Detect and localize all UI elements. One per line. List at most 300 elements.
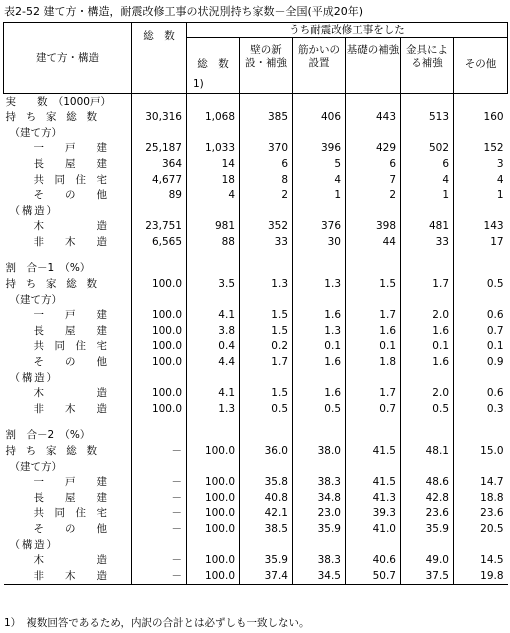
table-cell: 0.6 [454, 308, 508, 324]
row-label-char: 共 [33, 173, 44, 186]
row-label-char: （ [9, 538, 20, 551]
row-label-char: 建 [96, 142, 107, 155]
table-cell: 23.0 [293, 506, 346, 522]
col-header-label: 筋かいの設置 [298, 44, 340, 69]
table-cell: 160 [454, 110, 508, 126]
row-label-char: （ [9, 293, 20, 306]
table-cell [293, 370, 346, 386]
table-cell: 30 [293, 234, 346, 250]
table-cell: 1.6 [293, 355, 346, 371]
row-label-char: 造 [96, 569, 107, 582]
table-cell: 1 [293, 188, 346, 204]
row-label-char: 宅 [96, 173, 107, 186]
col-header [240, 38, 293, 94]
table-cell [401, 125, 454, 141]
row-label [4, 506, 132, 522]
table-cell: 8 [240, 172, 293, 188]
table-cell [293, 125, 346, 141]
table-cell [240, 537, 293, 553]
row-label-char: 屋 [65, 157, 76, 170]
table-row [4, 443, 508, 459]
table-cell: 100.0 [132, 339, 187, 355]
table-cell: 1.8 [346, 355, 401, 371]
table-cell [454, 125, 508, 141]
table-cell: 370 [240, 141, 293, 157]
table-cell: 18 [187, 172, 240, 188]
table-cell: 3.8 [187, 323, 240, 339]
table-cell: 0.1 [346, 339, 401, 355]
row-label-char: 木 [65, 235, 76, 248]
table-cell: 2.0 [401, 386, 454, 402]
table-cell: 6 [346, 156, 401, 172]
table-cell: 44 [346, 234, 401, 250]
table-row [4, 553, 508, 569]
table-row [4, 506, 508, 522]
table-row [4, 521, 508, 537]
row-label-char: 屋 [65, 324, 76, 337]
row-label-char: 持 [5, 111, 16, 124]
row-label-char: 長 [33, 491, 44, 504]
table-cell: 41.5 [346, 443, 401, 459]
row-label-char: 構 [21, 538, 33, 551]
row-label [4, 234, 132, 250]
data-table [3, 22, 508, 585]
table-cell: 0.3 [454, 401, 508, 417]
row-label-char: 数 [86, 278, 97, 291]
table-cell: 100.0 [187, 443, 240, 459]
row-label-char: 構 [21, 204, 33, 217]
row-label-char: 方 [41, 126, 52, 139]
row-label [4, 292, 132, 308]
total-header: 総 数 [132, 23, 187, 94]
table-cell: 398 [346, 219, 401, 235]
table-cell [293, 203, 346, 219]
table-cell: 1 [401, 188, 454, 204]
row-label-char: 一 [33, 476, 44, 489]
table-cell: 100.0 [187, 553, 240, 569]
row-label-char: 造 [96, 220, 107, 233]
table-cell: 0.9 [454, 355, 508, 371]
sub-total-header [187, 38, 240, 94]
table-cell [187, 370, 240, 386]
row-label-char: 総 [66, 278, 77, 291]
table-cell [346, 370, 401, 386]
row-label [4, 323, 132, 339]
group-header: うち耐震改修工事をした [187, 23, 508, 38]
table-cell: 33 [401, 234, 454, 250]
table-cell: 5 [293, 156, 346, 172]
table-cell: － [132, 475, 187, 491]
table-row [4, 141, 508, 157]
table-cell [454, 203, 508, 219]
row-label-char: 方 [41, 293, 52, 306]
table-cell: 18.8 [454, 490, 508, 506]
section-heading: 実 数 （1000戸） [4, 94, 132, 110]
row-label-char: の [65, 356, 76, 369]
table-cell: － [132, 506, 187, 522]
table-cell: 100.0 [187, 506, 240, 522]
row-label-char: ） [46, 204, 57, 217]
table-cell: 0.2 [240, 339, 293, 355]
row-label-char: 長 [33, 324, 44, 337]
table-cell: 34.5 [293, 568, 346, 584]
col-header-label: 基礎の補強 [346, 44, 400, 56]
table-row [4, 308, 508, 324]
table-cell [187, 292, 240, 308]
table-cell: 1,068 [187, 110, 240, 126]
row-label-char: 同 [54, 173, 65, 186]
table-row [4, 219, 508, 235]
table-cell: － [132, 553, 187, 569]
table-cell: 6,565 [132, 234, 187, 250]
row-label-char: （ [9, 460, 20, 473]
table-cell [240, 459, 293, 475]
row-label [4, 370, 132, 386]
table-cell [346, 203, 401, 219]
table-cell: 35.9 [293, 521, 346, 537]
section-heading-row [4, 261, 508, 277]
table-row [4, 323, 508, 339]
row-label-char: ） [51, 126, 62, 139]
table-cell: 35.9 [401, 521, 454, 537]
row-label-char: 造 [96, 387, 107, 400]
table-cell: 42.1 [240, 506, 293, 522]
table-cell [401, 537, 454, 553]
table-row [4, 156, 508, 172]
table-cell: 1.7 [346, 308, 401, 324]
row-label-char: 住 [75, 507, 86, 520]
row-label-char: 屋 [65, 491, 76, 504]
table-cell: 100.0 [132, 386, 187, 402]
table-cell: 36.0 [240, 443, 293, 459]
table-row [4, 188, 508, 204]
row-label-char: 建 [96, 476, 107, 489]
row-label-char: ） [51, 460, 62, 473]
table-cell: 1.3 [187, 401, 240, 417]
section-heading-row [4, 94, 508, 110]
col-header [401, 38, 454, 94]
table-cell: 1.6 [346, 323, 401, 339]
table-cell: 1 [454, 188, 508, 204]
row-label-char: て [30, 460, 41, 473]
table-cell: 502 [401, 141, 454, 157]
table-cell: 4 [454, 172, 508, 188]
section-gap [4, 250, 508, 261]
row-label-char: （ [9, 371, 20, 384]
table-cell: 364 [132, 156, 187, 172]
table-cell: 143 [454, 219, 508, 235]
table-row [4, 490, 508, 506]
table-cell [454, 459, 508, 475]
row-label-char: 戸 [65, 142, 76, 155]
row-label-char: そ [33, 522, 44, 535]
table-cell [240, 292, 293, 308]
table-cell: 6 [401, 156, 454, 172]
row-label [4, 203, 132, 219]
row-label [4, 141, 132, 157]
row-label-char: 非 [33, 402, 44, 415]
row-label-char: 他 [96, 356, 107, 369]
table-cell: 6 [240, 156, 293, 172]
table-cell: 49.0 [401, 553, 454, 569]
row-label [4, 355, 132, 371]
row-label-char: 住 [75, 173, 86, 186]
section-heading-row [4, 428, 508, 444]
table-cell: 37.5 [401, 568, 454, 584]
row-label-char: 住 [75, 340, 86, 353]
row-label-char: 建 [96, 324, 107, 337]
table-cell: 1.5 [240, 386, 293, 402]
table-cell [293, 537, 346, 553]
table-cell: 0.7 [454, 323, 508, 339]
table-cell: 40.6 [346, 553, 401, 569]
footnote: 1） 複数回答であるため，内訳の合計とは必ずしも一致しない。 [4, 617, 310, 629]
table-cell: － [132, 490, 187, 506]
table-title: 表2-52 建て方・構造，耐震改修工事の状況別持ち家数－全国(平成20年) [4, 5, 364, 18]
table-row [4, 203, 508, 219]
table-cell: 406 [293, 110, 346, 126]
row-label-char: て [30, 126, 41, 139]
table-cell: 1.5 [240, 323, 293, 339]
col-header-label: その他 [464, 58, 497, 70]
table-cell [293, 459, 346, 475]
row-label [4, 339, 132, 355]
table-cell: 7 [346, 172, 401, 188]
col-header-label: 壁の新設・補強 [245, 44, 287, 69]
row-label-char: 木 [33, 554, 44, 567]
table-cell: 40.8 [240, 490, 293, 506]
row-label-char: 総 [66, 111, 77, 124]
row-label [4, 490, 132, 506]
table-cell [346, 125, 401, 141]
row-label-char: 持 [5, 445, 16, 458]
table-cell: 152 [454, 141, 508, 157]
table-cell: 38.3 [293, 475, 346, 491]
table-cell: 0.5 [240, 401, 293, 417]
row-label-char: 家 [46, 278, 57, 291]
table-cell: 0.6 [454, 386, 508, 402]
row-label-char: 同 [54, 507, 65, 520]
row-label-char: 長 [33, 157, 44, 170]
row-label-char: そ [33, 356, 44, 369]
table-row [4, 234, 508, 250]
row-label-char: 建 [96, 157, 107, 170]
table-cell: 0.4 [187, 339, 240, 355]
table-cell: 20.5 [454, 521, 508, 537]
table-cell [132, 292, 187, 308]
table-cell: 0.5 [293, 401, 346, 417]
table-cell [346, 292, 401, 308]
col-header-label: 金具による補強 [406, 44, 448, 69]
table-cell: 48.6 [401, 475, 454, 491]
table-cell: 38.5 [240, 521, 293, 537]
row-label-char: （ [9, 204, 20, 217]
table-cell: 0.1 [454, 339, 508, 355]
table-cell: 4 [187, 188, 240, 204]
table-cell [454, 370, 508, 386]
row-label [4, 459, 132, 475]
table-body [4, 94, 508, 585]
row-label [4, 443, 132, 459]
table-cell: 50.7 [346, 568, 401, 584]
table-row [4, 401, 508, 417]
row-label [4, 188, 132, 204]
table-cell: 42.8 [401, 490, 454, 506]
table-cell [187, 537, 240, 553]
table-cell: 1.7 [401, 277, 454, 293]
col-header [454, 38, 508, 94]
table-row [4, 370, 508, 386]
table-cell: 34.8 [293, 490, 346, 506]
table-cell [401, 292, 454, 308]
row-label [4, 156, 132, 172]
row-label-char: 建 [20, 460, 31, 473]
table-cell [293, 292, 346, 308]
row-label [4, 386, 132, 402]
row-label-char: 造 [96, 554, 107, 567]
table-row [4, 568, 508, 584]
table-cell: 429 [346, 141, 401, 157]
table-cell: 4 [293, 172, 346, 188]
table-cell: 4,677 [132, 172, 187, 188]
table-row [4, 125, 508, 141]
table-cell: 2.0 [401, 308, 454, 324]
table-cell: 14 [187, 156, 240, 172]
table-cell: 1,033 [187, 141, 240, 157]
row-label-char: 戸 [65, 309, 76, 322]
table-cell: 376 [293, 219, 346, 235]
row-label-char: 非 [33, 235, 44, 248]
row-label [4, 553, 132, 569]
table-cell: 1.6 [401, 355, 454, 371]
row-label-char: 方 [41, 460, 52, 473]
table-cell: 1.3 [240, 277, 293, 293]
row-label-char: 数 [86, 445, 97, 458]
table-cell: 1.5 [346, 277, 401, 293]
row-label-char: ち [25, 278, 37, 291]
row-label-char: ち [25, 111, 37, 124]
col-header [293, 38, 346, 94]
table-cell [187, 203, 240, 219]
table-cell: 3 [454, 156, 508, 172]
row-label-char: の [65, 189, 76, 202]
table-cell [240, 203, 293, 219]
table-row [4, 537, 508, 553]
table-cell: 981 [187, 219, 240, 235]
table-row [4, 110, 508, 126]
table-cell [187, 459, 240, 475]
table-cell: 89 [132, 188, 187, 204]
table-cell [454, 292, 508, 308]
table-cell [132, 537, 187, 553]
row-label-char: 木 [65, 569, 76, 582]
table-cell: 41.5 [346, 475, 401, 491]
table-cell: 100.0 [132, 355, 187, 371]
table-cell: 100.0 [187, 490, 240, 506]
row-label-char: 共 [33, 507, 44, 520]
row-label-char: 建 [96, 309, 107, 322]
section-heading: 割 合－1 （%） [5, 262, 91, 275]
row-label-char: 木 [65, 402, 76, 415]
row-label [4, 125, 132, 141]
section-gap [4, 417, 508, 428]
row-label-char: 建 [20, 126, 31, 139]
row-label [4, 277, 132, 293]
sub-total-note: 1) [193, 77, 204, 90]
row-label [4, 110, 132, 126]
row-label-char: の [65, 522, 76, 535]
row-label-char: 建 [20, 293, 31, 306]
row-label [4, 219, 132, 235]
table-cell: 4 [401, 172, 454, 188]
row-label [4, 401, 132, 417]
row-label [4, 521, 132, 537]
table-cell [454, 537, 508, 553]
table-cell: 0.1 [401, 339, 454, 355]
table-cell: 481 [401, 219, 454, 235]
table-cell: 23.6 [401, 506, 454, 522]
table-row [4, 339, 508, 355]
table-cell: 15.0 [454, 443, 508, 459]
row-label-char: 木 [33, 220, 44, 233]
table-cell [132, 459, 187, 475]
table-cell: 100.0 [187, 475, 240, 491]
table-cell: 25,187 [132, 141, 187, 157]
row-label-char: ） [51, 293, 62, 306]
table-cell [240, 370, 293, 386]
row-label-char: 一 [33, 142, 44, 155]
row-label [4, 475, 132, 491]
row-label [4, 308, 132, 324]
table-cell: 443 [346, 110, 401, 126]
row-label-char: 造 [34, 204, 45, 217]
table-cell: 48.1 [401, 443, 454, 459]
table-cell: 100.0 [132, 277, 187, 293]
table-cell: 0.7 [346, 401, 401, 417]
table-cell: 88 [187, 234, 240, 250]
table-cell: 4.4 [187, 355, 240, 371]
row-label-char: 宅 [96, 507, 107, 520]
table-cell: 14.7 [454, 475, 508, 491]
table-cell: 1.3 [293, 277, 346, 293]
row-label-char: 造 [96, 235, 107, 248]
table-cell: 396 [293, 141, 346, 157]
row-label-char: 数 [86, 111, 97, 124]
table-cell: 35.8 [240, 475, 293, 491]
row-label-char: 建 [96, 491, 107, 504]
row-label-char: 総 [66, 445, 77, 458]
row-label-char: 戸 [65, 476, 76, 489]
row-label [4, 568, 132, 584]
row-label-char: 宅 [96, 340, 107, 353]
row-label-char: そ [33, 189, 44, 202]
table-cell [401, 459, 454, 475]
table-cell: 39.3 [346, 506, 401, 522]
row-label [4, 537, 132, 553]
table-cell: 1.6 [293, 386, 346, 402]
table-cell: 0.5 [401, 401, 454, 417]
row-label-char: ） [46, 538, 57, 551]
row-label-char: 同 [54, 340, 65, 353]
table-cell [132, 370, 187, 386]
row-label-char: 他 [96, 522, 107, 535]
table-cell: 4.1 [187, 308, 240, 324]
table-cell: 1.5 [240, 308, 293, 324]
row-label [4, 172, 132, 188]
table-row [4, 475, 508, 491]
table-row [4, 459, 508, 475]
table-cell: 3.5 [187, 277, 240, 293]
